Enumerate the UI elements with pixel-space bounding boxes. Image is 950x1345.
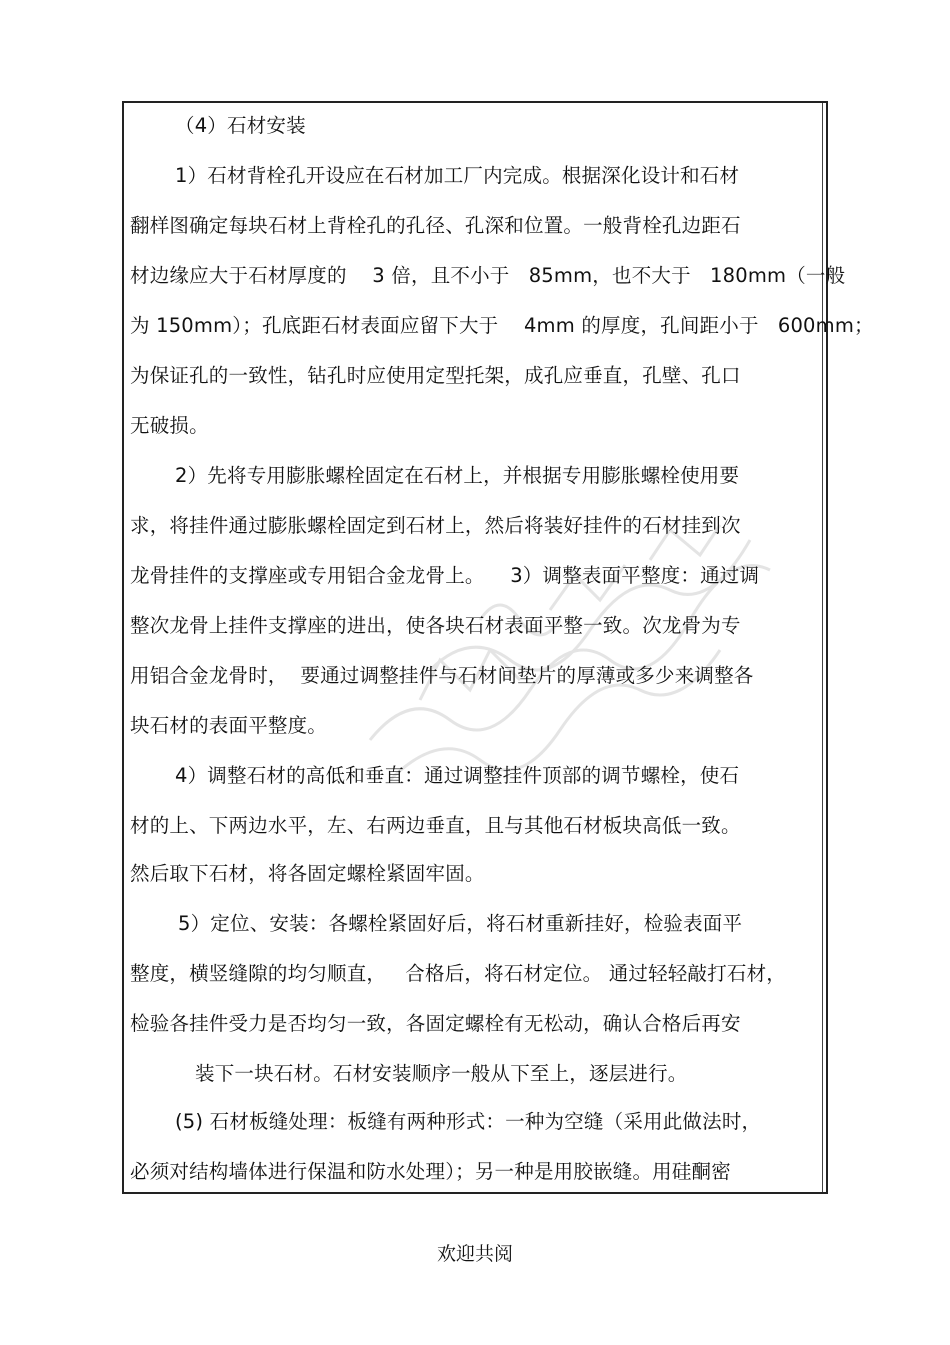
paragraph-line: 整度，横竖缝隙的均匀顺直， 合格后，将石材定位。 通过轻轻敲打石材， [130, 962, 786, 985]
paragraph-line: 材边缘应大于石材厚度的 3 倍，且不小于 85mm，也不大于 180mm（一般 [130, 264, 846, 287]
paragraph-line: 然后取下石材，将各固定螺栓紧固牢固。 [130, 862, 485, 885]
paragraph-line: 无破损。 [130, 414, 209, 437]
paragraph-line: 龙骨挂件的支撑座或专用铝合金龙骨上。 3）调整表面平整度：通过调 [130, 564, 760, 587]
paragraph-line: (5) 石材板缝处理：板缝有两种形式：一种为空缝（采用此做法时， [175, 1110, 762, 1133]
paragraph-line: 装下一块石材。石材安装顺序一般从下至上，逐层进行。 [195, 1062, 688, 1085]
paragraph-line: 2）先将专用膨胀螺栓固定在石材上，并根据专用膨胀螺栓使用要 [175, 464, 740, 487]
paragraph-line: 必须对结构墙体进行保温和防水处理）；另一种是用胶嵌缝。用硅酮密 [130, 1160, 731, 1183]
page-footer: 欢迎共阅 [436, 1243, 513, 1265]
paragraph-line: 检验各挂件受力是否均匀一致，各固定螺栓有无松动，确认合格后再安 [130, 1012, 741, 1035]
paragraph-line: 求，将挂件通过膨胀螺栓固定到石材上，然后将装好挂件的石材挂到次 [130, 514, 741, 537]
paragraph-line: 1）石材背栓孔开设应在石材加工厂内完成。根据深化设计和石材 [175, 164, 740, 187]
paragraph-line: 块石材的表面平整度。 [130, 714, 328, 737]
paragraph-line: 为保证孔的一致性，钻孔时应使用定型托架，成孔应垂直，孔壁、孔口 [130, 364, 741, 387]
paragraph-line: 整次龙骨上挂件支撑座的进出，使各块石材表面平整一致。次龙骨为专 [130, 614, 741, 637]
paragraph-line: 材的上、下两边水平，左、右两边垂直，且与其他石材板块高低一致。 [130, 814, 741, 837]
paragraph-line: 用铝合金龙骨时， 要通过调整挂件与石材间垫片的厚薄或多少来调整各 [130, 664, 754, 687]
paragraph-line: 4）调整石材的高低和垂直：通过调整挂件顶部的调节螺栓，使石 [175, 764, 740, 787]
paragraph-line: 5）定位、安装：各螺栓紧固好后，将石材重新挂好，检验表面平 [178, 912, 743, 935]
paragraph-line: 翻样图确定每块石材上背栓孔的孔径、孔深和位置。一般背栓孔边距石 [130, 214, 741, 237]
paragraph-line: 为 150mm）；孔底距石材表面应留下大于 4mm 的厚度，孔间距小于 600mm； [130, 314, 874, 337]
section-heading: （4）石材安装 [175, 114, 306, 137]
